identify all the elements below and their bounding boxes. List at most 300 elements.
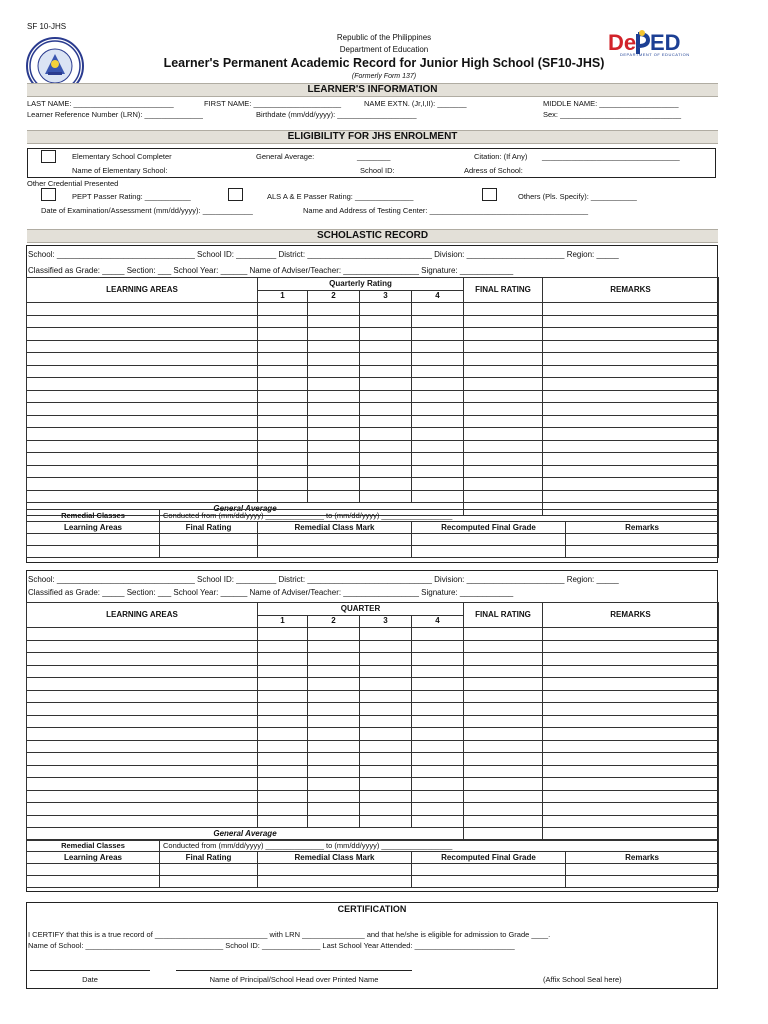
remedial-cell[interactable] xyxy=(566,876,719,888)
remedial-cell[interactable] xyxy=(566,534,719,546)
grade-cell[interactable] xyxy=(308,653,360,666)
grade-cell[interactable] xyxy=(360,340,412,353)
grade-cell[interactable] xyxy=(258,640,308,653)
remedial-cell[interactable] xyxy=(258,864,412,876)
grade-cell[interactable] xyxy=(258,803,308,816)
grade-cell[interactable] xyxy=(360,440,412,453)
grade-cell[interactable] xyxy=(27,453,258,466)
grade-cell[interactable] xyxy=(258,428,308,441)
grade-cell[interactable] xyxy=(308,340,360,353)
grade-cell[interactable] xyxy=(543,678,719,691)
birthdate-field[interactable]: Birthdate (mm/dd/yyyy): ___________________ xyxy=(256,110,417,119)
grade-cell[interactable] xyxy=(543,440,719,453)
remedial-cell[interactable] xyxy=(258,876,412,888)
grade-cell[interactable] xyxy=(308,803,360,816)
grade-cell[interactable] xyxy=(258,440,308,453)
grade-cell[interactable] xyxy=(360,740,412,753)
grade-cell[interactable] xyxy=(27,315,258,328)
grade-cell[interactable] xyxy=(543,453,719,466)
grade-cell[interactable] xyxy=(27,815,258,828)
grade-cell[interactable] xyxy=(360,465,412,478)
grade-cell[interactable] xyxy=(412,653,464,666)
grade-cell[interactable] xyxy=(360,653,412,666)
grade-cell[interactable] xyxy=(543,765,719,778)
grade-cell[interactable] xyxy=(412,465,464,478)
grade-cell[interactable] xyxy=(27,803,258,816)
grade-cell[interactable] xyxy=(543,378,719,391)
grade-cell[interactable] xyxy=(27,765,258,778)
remedial-cell[interactable] xyxy=(412,864,566,876)
grade-cell[interactable] xyxy=(258,353,308,366)
grade-cell[interactable] xyxy=(308,478,360,491)
grade-cell[interactable] xyxy=(308,440,360,453)
grade-cell[interactable] xyxy=(360,303,412,316)
grade-cell[interactable] xyxy=(308,465,360,478)
pept-field[interactable]: PEPT Passer Rating: ___________ xyxy=(72,192,191,201)
grade-cell[interactable] xyxy=(543,465,719,478)
grade-cell[interactable] xyxy=(308,665,360,678)
remedial-cell[interactable] xyxy=(160,546,258,558)
grade-cell[interactable] xyxy=(258,703,308,716)
grade-cell[interactable] xyxy=(27,465,258,478)
grade-cell[interactable] xyxy=(464,628,543,641)
remedial-cell[interactable] xyxy=(27,534,160,546)
grade-cell[interactable] xyxy=(412,628,464,641)
grade-cell[interactable] xyxy=(308,765,360,778)
grade-cell[interactable] xyxy=(258,315,308,328)
grade-cell[interactable] xyxy=(27,653,258,666)
grade-cell[interactable] xyxy=(543,415,719,428)
grade-cell[interactable] xyxy=(412,478,464,491)
grade-cell[interactable] xyxy=(412,365,464,378)
grade-cell[interactable] xyxy=(308,415,360,428)
grade-cell[interactable] xyxy=(464,790,543,803)
grade-cell[interactable] xyxy=(360,378,412,391)
grade-cell[interactable] xyxy=(308,453,360,466)
rem-col-learning-areas: Learning Areas xyxy=(27,522,160,534)
grade-cell[interactable] xyxy=(360,703,412,716)
grade-cell[interactable] xyxy=(412,378,464,391)
als-field[interactable]: ALS A & E Passer Rating: ______________ xyxy=(267,192,414,201)
grade-cell[interactable] xyxy=(258,340,308,353)
grade-cell[interactable] xyxy=(360,628,412,641)
grade-cell[interactable] xyxy=(543,790,719,803)
grade-line-1[interactable]: Classified as Grade: _____ Section: ___ School Year: ______ Name of Adviser/Teacher: _________________ Signature: ____________ xyxy=(28,266,514,275)
rem-col-final-rating: Final Rating xyxy=(160,852,258,864)
table-row xyxy=(27,715,719,728)
grade-cell[interactable] xyxy=(543,740,719,753)
grade-cell[interactable] xyxy=(412,340,464,353)
svg-text:ED: ED xyxy=(650,30,681,55)
remedial-cell[interactable] xyxy=(566,864,719,876)
grade-cell[interactable] xyxy=(27,778,258,791)
grade-cell[interactable] xyxy=(308,790,360,803)
grade-cell[interactable] xyxy=(464,715,543,728)
grade-cell[interactable] xyxy=(27,728,258,741)
grade-cell[interactable] xyxy=(308,353,360,366)
grade-cell[interactable] xyxy=(308,778,360,791)
grade-cell[interactable] xyxy=(412,665,464,678)
grade-cell[interactable] xyxy=(543,753,719,766)
grade-cell[interactable] xyxy=(308,678,360,691)
grade-cell[interactable] xyxy=(464,690,543,703)
others-checkbox[interactable] xyxy=(482,188,497,201)
grade-cell[interactable] xyxy=(360,715,412,728)
grade-cell[interactable] xyxy=(308,378,360,391)
certify-line[interactable]: I CERTIFY that this is a true record of ___________________________ with LRN _______________ and that he/she is eligible for admission to Grade ____. xyxy=(28,930,551,939)
grade-cell[interactable] xyxy=(464,678,543,691)
school-attended-line[interactable]: Name of School: _________________________________ School ID: ______________ Last School Year Attended: ________________________ xyxy=(28,941,515,950)
grade-cell[interactable] xyxy=(308,703,360,716)
grade-cell[interactable] xyxy=(543,640,719,653)
date-label: Date xyxy=(82,975,98,984)
grade-cell[interactable] xyxy=(360,665,412,678)
grade-cell[interactable] xyxy=(258,390,308,403)
grade-cell[interactable] xyxy=(258,628,308,641)
remedial-cell[interactable] xyxy=(258,534,412,546)
table-row xyxy=(27,703,719,716)
grade-cell[interactable] xyxy=(360,490,412,503)
table-row xyxy=(27,378,719,391)
grade-cell[interactable] xyxy=(412,328,464,341)
grade-cell[interactable] xyxy=(464,803,543,816)
remarks-header: REMARKS xyxy=(543,603,719,628)
grade-cell[interactable] xyxy=(464,415,543,428)
grade-cell[interactable] xyxy=(258,690,308,703)
grade-cell[interactable] xyxy=(360,403,412,416)
grade-cell[interactable] xyxy=(464,365,543,378)
last-name-field[interactable]: LAST NAME: ________________________ xyxy=(27,99,174,108)
remedial-cell[interactable] xyxy=(27,546,160,558)
grade-cell[interactable] xyxy=(258,753,308,766)
grade-cell[interactable] xyxy=(258,778,308,791)
grade-cell[interactable] xyxy=(360,415,412,428)
first-name-field[interactable]: FIRST NAME: _____________________ xyxy=(204,99,342,108)
grade-cell[interactable] xyxy=(308,753,360,766)
als-checkbox[interactable] xyxy=(228,188,243,201)
grade-cell[interactable] xyxy=(308,403,360,416)
pept-checkbox[interactable] xyxy=(41,188,56,201)
grade-cell[interactable] xyxy=(464,740,543,753)
grade-cell[interactable] xyxy=(464,328,543,341)
grade-cell[interactable] xyxy=(27,378,258,391)
table-row xyxy=(27,740,719,753)
grade-cell[interactable] xyxy=(412,765,464,778)
grade-cell[interactable] xyxy=(360,453,412,466)
grade-cell[interactable] xyxy=(543,303,719,316)
grade-cell[interactable] xyxy=(543,728,719,741)
grade-cell[interactable] xyxy=(27,303,258,316)
grade-cell[interactable] xyxy=(360,690,412,703)
grade-cell[interactable] xyxy=(360,678,412,691)
grade-cell[interactable] xyxy=(308,628,360,641)
date-signature-line[interactable] xyxy=(30,970,150,971)
grade-cell[interactable] xyxy=(412,315,464,328)
grade-cell[interactable] xyxy=(308,740,360,753)
rem-col-remarks: Remarks xyxy=(566,852,719,864)
remedial-cell[interactable] xyxy=(412,534,566,546)
remedial-cell[interactable] xyxy=(27,864,160,876)
grade-cell[interactable] xyxy=(308,328,360,341)
grade-cell[interactable] xyxy=(464,353,543,366)
grade-cell[interactable] xyxy=(258,478,308,491)
testing-center-field[interactable]: Name and Address of Testing Center: ______________________________________ xyxy=(303,206,589,215)
grade-cell[interactable] xyxy=(464,315,543,328)
grade-cell[interactable] xyxy=(412,778,464,791)
quarter-4-header: 4 xyxy=(412,290,464,303)
grade-cell[interactable] xyxy=(360,315,412,328)
grade-cell[interactable] xyxy=(360,803,412,816)
grade-cell[interactable] xyxy=(360,365,412,378)
grade-cell[interactable] xyxy=(258,728,308,741)
table-row xyxy=(27,815,719,828)
grade-cell[interactable] xyxy=(543,478,719,491)
grade-cell[interactable] xyxy=(308,428,360,441)
grade-cell[interactable] xyxy=(543,665,719,678)
school-line-1[interactable]: School: _______________________________ School ID: _________ District: ____________________________ Division: ______________________ Region: _____ xyxy=(28,250,619,259)
table-row xyxy=(27,328,719,341)
grade-cell[interactable] xyxy=(27,478,258,491)
grade-cell[interactable] xyxy=(308,390,360,403)
grade-cell[interactable] xyxy=(464,815,543,828)
remedial-cell[interactable] xyxy=(566,546,719,558)
elem-completer-checkbox[interactable] xyxy=(41,150,56,163)
grade-cell[interactable] xyxy=(360,765,412,778)
grade-cell[interactable] xyxy=(308,315,360,328)
grade-cell[interactable] xyxy=(412,715,464,728)
grade-cell[interactable] xyxy=(258,490,308,503)
grade-cell[interactable] xyxy=(360,815,412,828)
grade-cell[interactable] xyxy=(464,428,543,441)
grade-cell[interactable] xyxy=(412,728,464,741)
grade-cell[interactable] xyxy=(543,390,719,403)
grade-cell[interactable] xyxy=(543,353,719,366)
grade-cell[interactable] xyxy=(27,790,258,803)
citation-field[interactable]: _________________________________ xyxy=(542,152,680,161)
grade-cell[interactable] xyxy=(543,690,719,703)
lrn-field[interactable]: Learner Reference Number (LRN): ______________ xyxy=(27,110,203,119)
grade-cell[interactable] xyxy=(464,340,543,353)
grade-cell[interactable] xyxy=(27,328,258,341)
grade-cell[interactable] xyxy=(412,815,464,828)
grade-cell[interactable] xyxy=(543,490,719,503)
grade-cell[interactable] xyxy=(543,803,719,816)
grade-cell[interactable] xyxy=(360,640,412,653)
grade-cell[interactable] xyxy=(412,390,464,403)
table-row xyxy=(27,665,719,678)
quarterly-rating-header: Quarterly Rating xyxy=(258,278,464,291)
grade-cell[interactable] xyxy=(543,815,719,828)
grade-cell[interactable] xyxy=(308,640,360,653)
grade-cell[interactable] xyxy=(464,303,543,316)
table-row xyxy=(27,803,719,816)
principal-signature-line[interactable] xyxy=(176,970,412,971)
remedial-cell[interactable] xyxy=(160,534,258,546)
grade-cell[interactable] xyxy=(27,490,258,503)
grade-cell[interactable] xyxy=(308,365,360,378)
grade-cell[interactable] xyxy=(412,690,464,703)
grade-cell[interactable] xyxy=(360,753,412,766)
remedial-cell[interactable] xyxy=(160,876,258,888)
remedial-conducted-field[interactable]: Conducted from (mm/dd/yyyy) ______________ to (mm/dd/yyyy) _________________ xyxy=(160,840,719,852)
grade-cell[interactable] xyxy=(412,803,464,816)
grade-cell[interactable] xyxy=(464,440,543,453)
grade-cell[interactable] xyxy=(412,678,464,691)
remedial-cell[interactable] xyxy=(160,864,258,876)
grade-cell[interactable] xyxy=(543,365,719,378)
grade-cell[interactable] xyxy=(543,628,719,641)
grade-cell[interactable] xyxy=(27,715,258,728)
remedial-cell[interactable] xyxy=(258,546,412,558)
name-ext-field[interactable]: NAME EXTN. (Jr,I,II): _______ xyxy=(364,99,467,108)
general-average-field[interactable]: ________ xyxy=(357,152,391,161)
grade-cell[interactable] xyxy=(258,653,308,666)
grade-cell[interactable] xyxy=(308,303,360,316)
grade-cell[interactable] xyxy=(258,715,308,728)
grade-cell[interactable] xyxy=(464,453,543,466)
form-code: SF 10-JHS xyxy=(27,22,67,31)
remedial-cell[interactable] xyxy=(412,546,566,558)
grade-cell[interactable] xyxy=(360,328,412,341)
grade-cell[interactable] xyxy=(412,490,464,503)
grade-cell[interactable] xyxy=(27,428,258,441)
grade-cell[interactable] xyxy=(258,765,308,778)
grade-cell[interactable] xyxy=(308,815,360,828)
grade-cell[interactable] xyxy=(27,690,258,703)
grade-cell[interactable] xyxy=(464,478,543,491)
grade-cell[interactable] xyxy=(464,490,543,503)
remedial-cell[interactable] xyxy=(412,876,566,888)
middle-name-field[interactable]: MIDDLE NAME: ___________________ xyxy=(543,99,679,108)
grade-cell[interactable] xyxy=(543,653,719,666)
grade-cell[interactable] xyxy=(543,703,719,716)
grade-cell[interactable] xyxy=(360,428,412,441)
grade-cell[interactable] xyxy=(27,440,258,453)
grade-cell[interactable] xyxy=(543,403,719,416)
grade-cell[interactable] xyxy=(308,490,360,503)
grade-cell[interactable] xyxy=(27,340,258,353)
grade-cell[interactable] xyxy=(258,415,308,428)
grade-cell[interactable] xyxy=(412,640,464,653)
grade-line-2[interactable]: Classified as Grade: _____ Section: ___ School Year: ______ Name of Adviser/Teacher: _________________ Signature: ____________ xyxy=(28,588,514,597)
grade-cell[interactable] xyxy=(464,465,543,478)
grade-cell[interactable] xyxy=(258,403,308,416)
grade-cell[interactable] xyxy=(27,703,258,716)
grade-cell[interactable] xyxy=(27,628,258,641)
grade-cell[interactable] xyxy=(258,328,308,341)
grade-cell[interactable] xyxy=(412,415,464,428)
table-row xyxy=(27,453,719,466)
grade-cell[interactable] xyxy=(464,378,543,391)
grade-cell[interactable] xyxy=(27,665,258,678)
sex-field[interactable]: Sex: _____________________________ xyxy=(543,110,682,119)
table-row xyxy=(27,628,719,641)
table-row xyxy=(27,678,719,691)
grade-cell[interactable] xyxy=(543,315,719,328)
remedial-cell[interactable] xyxy=(27,876,160,888)
grade-cell[interactable] xyxy=(258,815,308,828)
grade-cell[interactable] xyxy=(543,328,719,341)
grade-cell[interactable] xyxy=(412,790,464,803)
others-field[interactable]: Others (Pls. Specify): ___________ xyxy=(518,192,637,201)
grades-table-2 xyxy=(26,602,719,841)
grade-cell[interactable] xyxy=(464,665,543,678)
grade-cell[interactable] xyxy=(464,390,543,403)
grade-cell[interactable] xyxy=(360,778,412,791)
grade-cell[interactable] xyxy=(258,365,308,378)
grade-cell[interactable] xyxy=(464,753,543,766)
grade-cell[interactable] xyxy=(258,303,308,316)
grade-cell[interactable] xyxy=(412,453,464,466)
grade-cell[interactable] xyxy=(412,303,464,316)
rem-col-recomputed: Recomputed Final Grade xyxy=(412,852,566,864)
grade-cell[interactable] xyxy=(412,703,464,716)
grade-cell[interactable] xyxy=(412,353,464,366)
grade-cell[interactable] xyxy=(360,478,412,491)
exam-date-field[interactable]: Date of Examination/Assessment (mm/dd/yyyy): ____________ xyxy=(41,206,253,215)
grade-cell[interactable] xyxy=(464,640,543,653)
citation-label: Citation: (If Any) xyxy=(474,152,528,161)
grade-cell[interactable] xyxy=(27,678,258,691)
grade-cell[interactable] xyxy=(258,453,308,466)
grade-cell[interactable] xyxy=(543,340,719,353)
grade-cell[interactable] xyxy=(27,353,258,366)
grade-cell[interactable] xyxy=(258,790,308,803)
grade-cell[interactable] xyxy=(464,703,543,716)
grade-cell[interactable] xyxy=(412,428,464,441)
grade-cell[interactable] xyxy=(464,778,543,791)
grade-cell[interactable] xyxy=(360,353,412,366)
school-line-2[interactable]: School: _______________________________ School ID: _________ District: ____________________________ Division: ______________________ Region: _____ xyxy=(28,575,619,584)
grade-cell[interactable] xyxy=(258,740,308,753)
grade-cell[interactable] xyxy=(412,440,464,453)
grade-cell[interactable] xyxy=(308,715,360,728)
grade-cell[interactable] xyxy=(27,415,258,428)
grade-cell[interactable] xyxy=(412,753,464,766)
grade-cell[interactable] xyxy=(258,465,308,478)
grade-cell[interactable] xyxy=(543,778,719,791)
grade-cell[interactable] xyxy=(412,740,464,753)
grade-cell[interactable] xyxy=(464,765,543,778)
grade-cell[interactable] xyxy=(464,728,543,741)
grade-cell[interactable] xyxy=(27,403,258,416)
grade-cell[interactable] xyxy=(543,715,719,728)
grade-cell[interactable] xyxy=(360,790,412,803)
remedial-conducted-field[interactable]: Conducted from (mm/dd/yyyy) ______________ to (mm/dd/yyyy) _________________ xyxy=(160,510,719,522)
grade-cell[interactable] xyxy=(27,753,258,766)
grade-cell[interactable] xyxy=(360,728,412,741)
general-average-label: General Average: xyxy=(256,152,315,161)
department-label: Department of Education xyxy=(339,45,429,54)
logo-subtext: DEPARTMENT OF EDUCATION xyxy=(620,52,690,57)
grade-cell[interactable] xyxy=(464,653,543,666)
table-row xyxy=(27,690,719,703)
grade-cell[interactable] xyxy=(360,390,412,403)
grade-cell[interactable] xyxy=(308,728,360,741)
grade-cell[interactable] xyxy=(27,640,258,653)
grade-cell[interactable] xyxy=(27,740,258,753)
grade-cell[interactable] xyxy=(412,403,464,416)
grade-cell[interactable] xyxy=(258,378,308,391)
grade-cell[interactable] xyxy=(308,690,360,703)
grade-cell[interactable] xyxy=(258,665,308,678)
remarks-header: REMARKS xyxy=(543,278,719,303)
grade-cell[interactable] xyxy=(464,403,543,416)
grade-cell[interactable] xyxy=(543,428,719,441)
grade-cell[interactable] xyxy=(27,390,258,403)
grade-cell[interactable] xyxy=(27,365,258,378)
grade-cell[interactable] xyxy=(258,678,308,691)
